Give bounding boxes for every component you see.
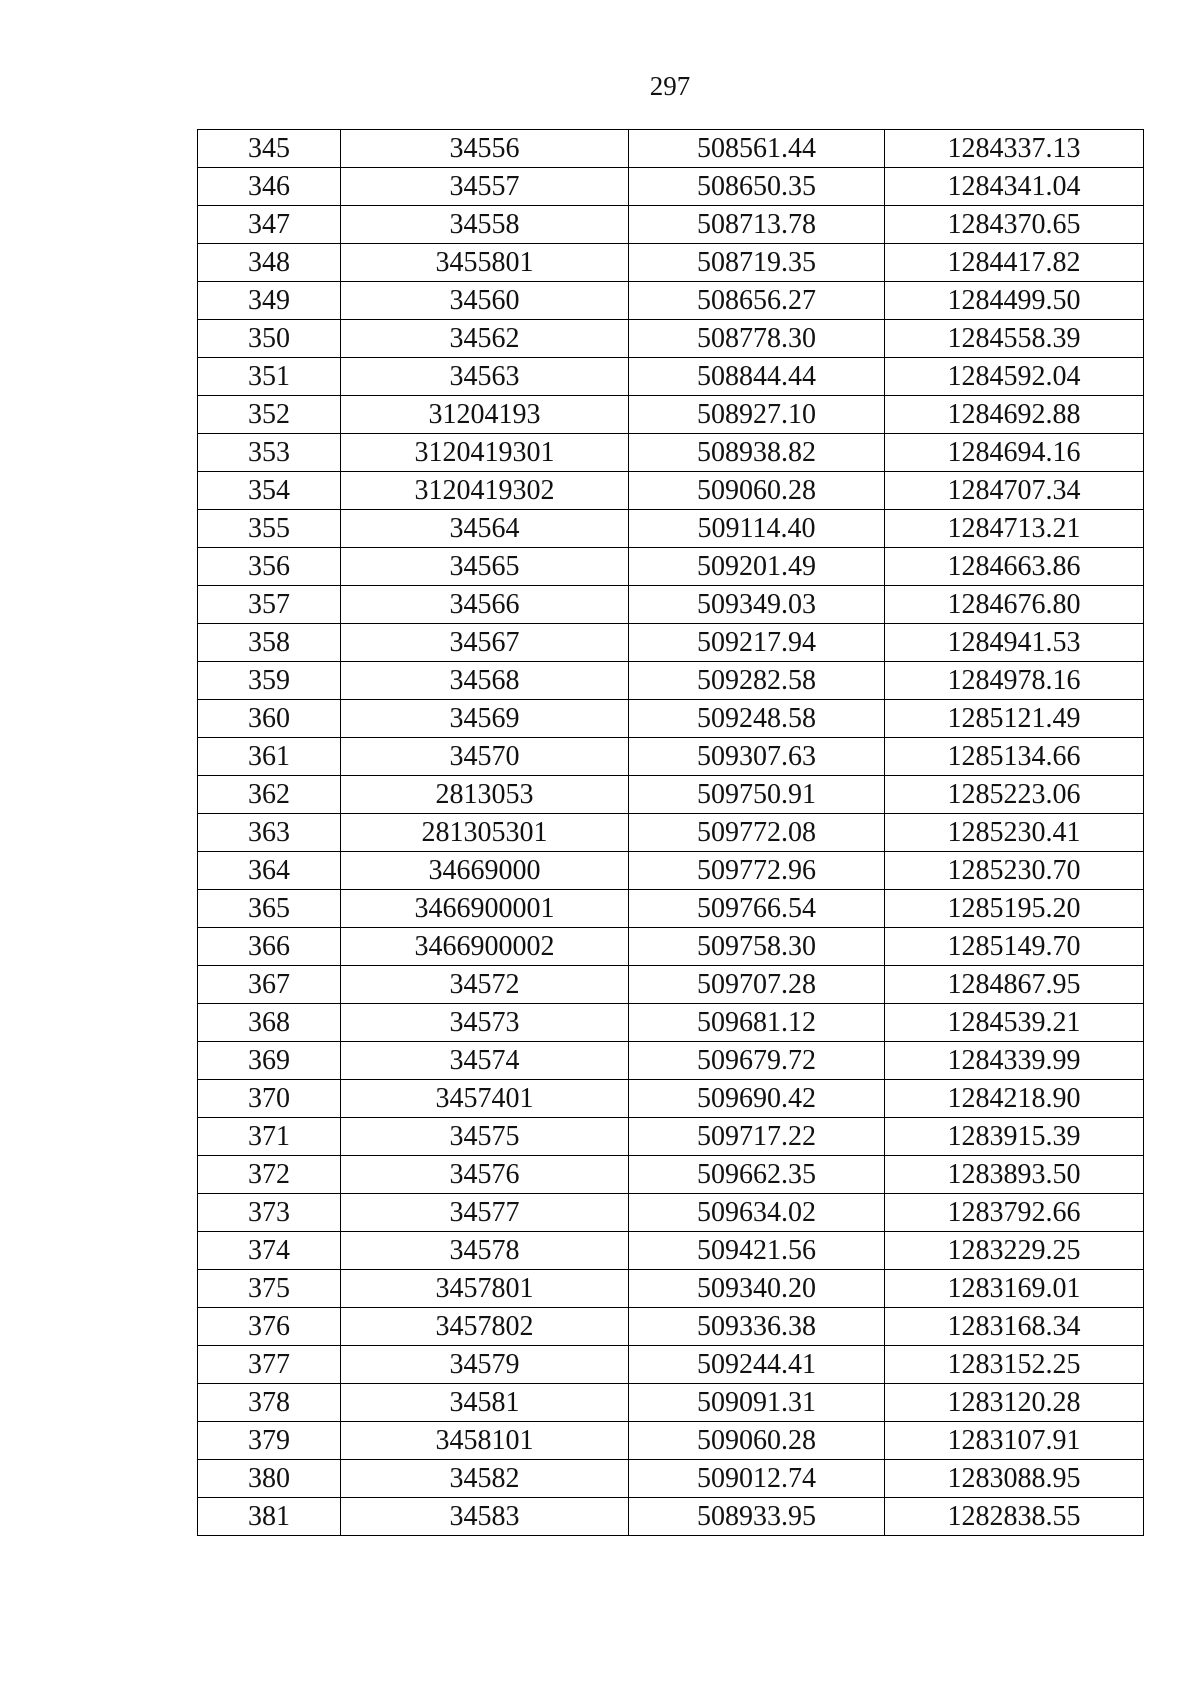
table-row [198,1156,1144,1194]
table-row [198,1498,1144,1536]
table-row [198,434,1144,472]
coordinate-x-cell: 509421.56 [629,1232,885,1270]
coordinate-y-cell: 1284499.50 [885,282,1144,320]
row-number-cell: 359 [198,662,341,700]
coordinate-x-cell: 509012.74 [629,1460,885,1498]
coordinate-x-cell: 508650.35 [629,168,885,206]
coordinate-table [197,129,1144,1536]
coordinate-x-cell: 509060.28 [629,1422,885,1460]
table-row [198,358,1144,396]
table-row [198,586,1144,624]
table-row [198,1422,1144,1460]
table-row [198,890,1144,928]
coordinate-x-cell: 508927.10 [629,396,885,434]
table-row [198,168,1144,206]
point-code-cell: 34578 [341,1232,629,1270]
point-code-cell: 34583 [341,1498,629,1536]
row-number-cell: 364 [198,852,341,890]
point-code-cell: 34560 [341,282,629,320]
point-code-cell: 2813053 [341,776,629,814]
point-code-cell: 34566 [341,586,629,624]
point-code-cell: 34568 [341,662,629,700]
row-number-cell: 371 [198,1118,341,1156]
coordinate-x-cell: 509349.03 [629,586,885,624]
coordinate-y-cell: 1284592.04 [885,358,1144,396]
table-row [198,472,1144,510]
coordinate-x-cell: 509690.42 [629,1080,885,1118]
coordinate-y-cell: 1283893.50 [885,1156,1144,1194]
point-code-cell: 34569 [341,700,629,738]
table-row [198,282,1144,320]
point-code-cell: 3466900002 [341,928,629,966]
row-number-cell: 355 [198,510,341,548]
point-code-cell: 34582 [341,1460,629,1498]
table-row [198,1270,1144,1308]
coordinate-y-cell: 1284694.16 [885,434,1144,472]
table-row [198,510,1144,548]
point-code-cell: 34562 [341,320,629,358]
point-code-cell: 34570 [341,738,629,776]
point-code-cell: 3457802 [341,1308,629,1346]
coordinate-y-cell: 1284339.99 [885,1042,1144,1080]
row-number-cell: 353 [198,434,341,472]
coordinate-x-cell: 508933.95 [629,1498,885,1536]
row-number-cell: 381 [198,1498,341,1536]
table-row [198,1118,1144,1156]
point-code-cell: 3120419302 [341,472,629,510]
point-code-cell: 34558 [341,206,629,244]
coordinate-y-cell: 1283088.95 [885,1460,1144,1498]
coordinate-x-cell: 509662.35 [629,1156,885,1194]
coordinate-y-cell: 1283169.01 [885,1270,1144,1308]
coordinate-y-cell: 1283152.25 [885,1346,1144,1384]
table-row [198,928,1144,966]
coordinate-x-cell: 508561.44 [629,130,885,168]
point-code-cell: 3458101 [341,1422,629,1460]
row-number-cell: 352 [198,396,341,434]
row-number-cell: 360 [198,700,341,738]
coordinate-x-cell: 509634.02 [629,1194,885,1232]
row-number-cell: 346 [198,168,341,206]
coordinate-x-cell: 509336.38 [629,1308,885,1346]
coordinate-x-cell: 508778.30 [629,320,885,358]
point-code-cell: 34576 [341,1156,629,1194]
row-number-cell: 358 [198,624,341,662]
coordinate-x-cell: 509282.58 [629,662,885,700]
coordinate-y-cell: 1285230.41 [885,814,1144,852]
coordinate-y-cell: 1283107.91 [885,1422,1144,1460]
table-row [198,1042,1144,1080]
coordinate-y-cell: 1283168.34 [885,1308,1144,1346]
coordinate-x-cell: 509091.31 [629,1384,885,1422]
point-code-cell: 34556 [341,130,629,168]
point-code-cell: 34565 [341,548,629,586]
coordinate-x-cell: 509248.58 [629,700,885,738]
table-row [198,206,1144,244]
table-row [198,396,1144,434]
table-row [198,1080,1144,1118]
table-row [198,1308,1144,1346]
row-number-cell: 380 [198,1460,341,1498]
coordinate-x-cell: 509766.54 [629,890,885,928]
coordinate-y-cell: 1285121.49 [885,700,1144,738]
coordinate-y-cell: 1283120.28 [885,1384,1144,1422]
coordinate-y-cell: 1283915.39 [885,1118,1144,1156]
row-number-cell: 347 [198,206,341,244]
coordinate-x-cell: 509060.28 [629,472,885,510]
table-row [198,776,1144,814]
coordinate-y-cell: 1284713.21 [885,510,1144,548]
row-number-cell: 379 [198,1422,341,1460]
row-number-cell: 369 [198,1042,341,1080]
table-row [198,662,1144,700]
row-number-cell: 365 [198,890,341,928]
table-row [198,548,1144,586]
row-number-cell: 350 [198,320,341,358]
table-row [198,1460,1144,1498]
coordinate-x-cell: 508713.78 [629,206,885,244]
table-row [198,966,1144,1004]
row-number-cell: 374 [198,1232,341,1270]
table-row [198,1384,1144,1422]
coordinate-y-cell: 1285134.66 [885,738,1144,776]
row-number-cell: 349 [198,282,341,320]
coordinate-x-cell: 509758.30 [629,928,885,966]
row-number-cell: 375 [198,1270,341,1308]
coordinate-x-cell: 509681.12 [629,1004,885,1042]
table-row [198,244,1144,282]
coordinate-x-cell: 508844.44 [629,358,885,396]
row-number-cell: 370 [198,1080,341,1118]
coordinate-y-cell: 1285149.70 [885,928,1144,966]
row-number-cell: 373 [198,1194,341,1232]
table-row [198,1004,1144,1042]
point-code-cell: 3457401 [341,1080,629,1118]
row-number-cell: 362 [198,776,341,814]
point-code-cell: 3120419301 [341,434,629,472]
table-row [198,814,1144,852]
row-number-cell: 356 [198,548,341,586]
point-code-cell: 34575 [341,1118,629,1156]
coordinate-y-cell: 1283229.25 [885,1232,1144,1270]
coordinate-y-cell: 1284539.21 [885,1004,1144,1042]
table-row [198,1194,1144,1232]
table-row [198,700,1144,738]
coordinate-x-cell: 508656.27 [629,282,885,320]
coordinate-x-cell: 509307.63 [629,738,885,776]
coordinate-x-cell: 509707.28 [629,966,885,1004]
coordinate-y-cell: 1284558.39 [885,320,1144,358]
coordinate-x-cell: 509772.08 [629,814,885,852]
point-code-cell: 31204193 [341,396,629,434]
row-number-cell: 357 [198,586,341,624]
point-code-cell: 34557 [341,168,629,206]
coordinate-x-cell: 509114.40 [629,510,885,548]
table-body [198,130,1144,1536]
coordinate-y-cell: 1284978.16 [885,662,1144,700]
coordinate-x-cell: 508938.82 [629,434,885,472]
point-code-cell: 281305301 [341,814,629,852]
coordinate-y-cell: 1285195.20 [885,890,1144,928]
table-row [198,130,1144,168]
coordinate-x-cell: 509750.91 [629,776,885,814]
coordinate-x-cell: 509217.94 [629,624,885,662]
coordinate-x-cell: 509679.72 [629,1042,885,1080]
row-number-cell: 372 [198,1156,341,1194]
coordinate-y-cell: 1284337.13 [885,130,1144,168]
point-code-cell: 34579 [341,1346,629,1384]
point-code-cell: 34573 [341,1004,629,1042]
point-code-cell: 34577 [341,1194,629,1232]
table-row [198,624,1144,662]
row-number-cell: 345 [198,130,341,168]
coordinate-y-cell: 1284692.88 [885,396,1144,434]
table-row [198,1346,1144,1384]
coordinate-y-cell: 1284867.95 [885,966,1144,1004]
row-number-cell: 363 [198,814,341,852]
coordinate-y-cell: 1284341.04 [885,168,1144,206]
row-number-cell: 378 [198,1384,341,1422]
row-number-cell: 366 [198,928,341,966]
row-number-cell: 354 [198,472,341,510]
coordinate-y-cell: 1284941.53 [885,624,1144,662]
coordinate-y-cell: 1285223.06 [885,776,1144,814]
row-number-cell: 368 [198,1004,341,1042]
row-number-cell: 377 [198,1346,341,1384]
coordinate-x-cell: 509244.41 [629,1346,885,1384]
point-code-cell: 3455801 [341,244,629,282]
coordinate-x-cell: 508719.35 [629,244,885,282]
coordinate-y-cell: 1284707.34 [885,472,1144,510]
point-code-cell: 3457801 [341,1270,629,1308]
row-number-cell: 351 [198,358,341,396]
point-code-cell: 34567 [341,624,629,662]
row-number-cell: 348 [198,244,341,282]
coordinate-y-cell: 1283792.66 [885,1194,1144,1232]
coordinate-x-cell: 509201.49 [629,548,885,586]
coordinate-x-cell: 509340.20 [629,1270,885,1308]
point-code-cell: 3466900001 [341,890,629,928]
coordinate-y-cell: 1284663.86 [885,548,1144,586]
coordinate-x-cell: 509717.22 [629,1118,885,1156]
point-code-cell: 34564 [341,510,629,548]
point-code-cell: 34572 [341,966,629,1004]
table-row [198,738,1144,776]
coordinate-x-cell: 509772.96 [629,852,885,890]
coordinate-y-cell: 1282838.55 [885,1498,1144,1536]
coordinate-y-cell: 1284218.90 [885,1080,1144,1118]
table-row [198,1232,1144,1270]
coordinate-y-cell: 1284370.65 [885,206,1144,244]
point-code-cell: 34563 [341,358,629,396]
coordinate-y-cell: 1284417.82 [885,244,1144,282]
table-row [198,320,1144,358]
page-number: 297 [649,71,691,101]
row-number-cell: 361 [198,738,341,776]
row-number-cell: 367 [198,966,341,1004]
row-number-cell: 376 [198,1308,341,1346]
point-code-cell: 34669000 [341,852,629,890]
point-code-cell: 34574 [341,1042,629,1080]
coordinate-y-cell: 1285230.70 [885,852,1144,890]
coordinate-y-cell: 1284676.80 [885,586,1144,624]
table-row [198,852,1144,890]
point-code-cell: 34581 [341,1384,629,1422]
